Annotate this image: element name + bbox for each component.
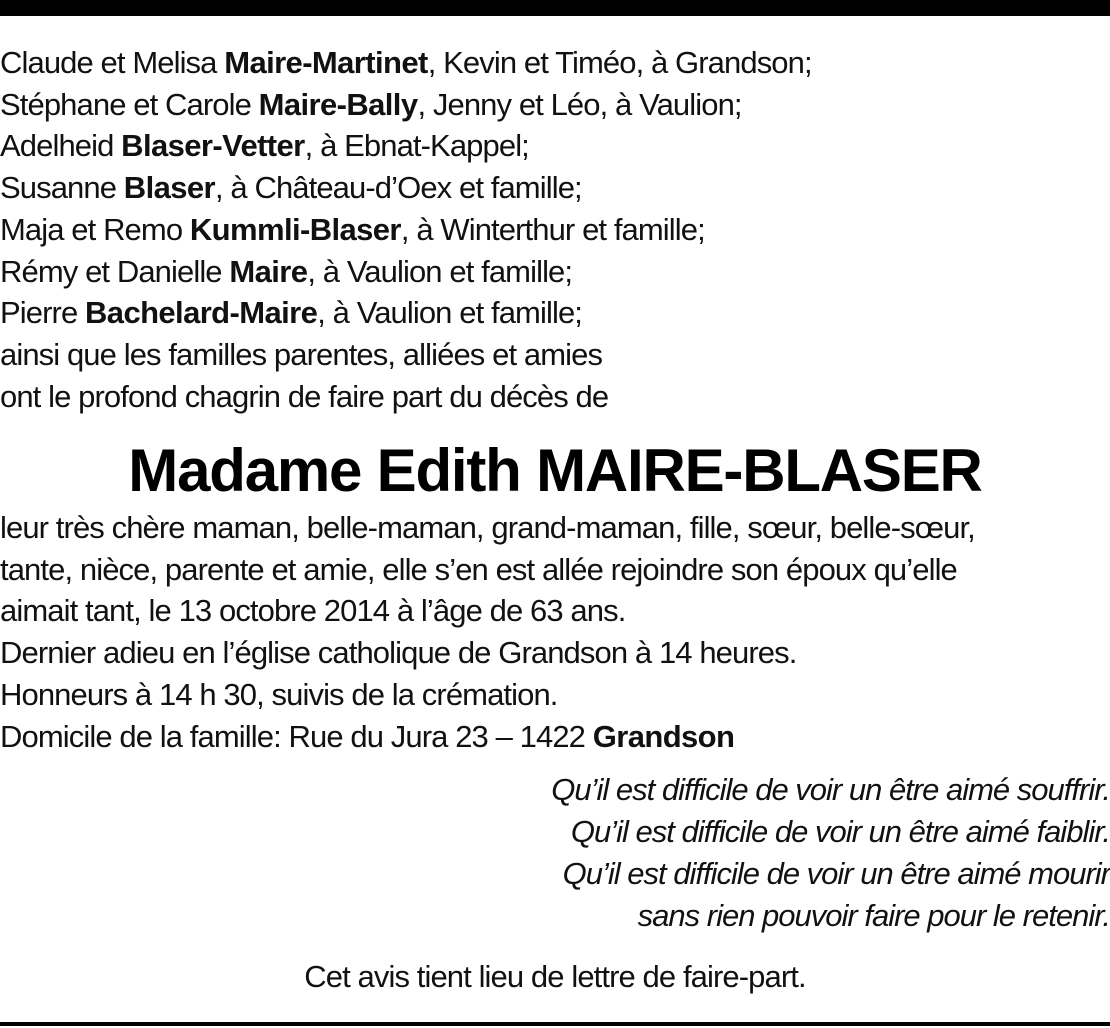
family-location: , à Château-d’Oex et famille;	[214, 170, 582, 206]
family-first-names: Susanne	[0, 170, 124, 206]
details-line: leur très chère maman, belle-maman, grand-maman, fille, sœur, belle-sœur,	[0, 510, 975, 545]
family-line	[0, 167, 1110, 209]
family-line	[0, 42, 1110, 84]
family-line	[0, 292, 1110, 334]
family-surname: Blaser	[123, 170, 215, 206]
family-line	[0, 84, 1110, 126]
family-list	[0, 42, 1110, 417]
family-line	[0, 251, 1110, 293]
details-line: aimait tant, le 13 octobre 2014 à l’âge de 63 ans.	[0, 593, 626, 629]
family-surname: Bachelard-Maire	[85, 295, 318, 331]
family-location: , à Vaulion et famille;	[317, 295, 582, 331]
family-line	[0, 125, 1110, 167]
details-line: tante, nièce, parente et amie, elle s’en est allée rejoindre son époux qu’elle	[0, 551, 957, 587]
family-surname: Maire-Bally	[258, 86, 418, 122]
family-surname: Maire	[229, 253, 308, 289]
details-line: Honneurs à 14 h 30, suivis de la crémation.	[0, 676, 558, 712]
family-first-names: Stéphane et Carole	[0, 86, 259, 122]
family-surname: Maire-Martinet	[224, 45, 428, 80]
family-first-names: Maja et Remo	[0, 211, 190, 247]
poem-line: Qu’il est difficile de voir un être aimé souffrir.	[551, 772, 1110, 807]
closing-note: Cet avis tient lieu de lettre de faire-part.	[304, 959, 806, 994]
poem	[0, 769, 1110, 937]
details-line: Dernier adieu en l’église catholique de Grandson à 14 heures.	[0, 635, 797, 671]
bottom-border-rule	[0, 1022, 1110, 1026]
address-text: Domicile de la famille: Rue du Jura 23 – 1422	[0, 718, 593, 754]
address-line	[0, 716, 1110, 758]
address-town: Grandson	[592, 718, 735, 754]
family-location: , Kevin et Timéo, à Grandson;	[427, 45, 812, 80]
poem-line: sans rien pouvoir faire pour le retenir.	[637, 898, 1110, 933]
family-first-names: Claude et Melisa	[0, 45, 225, 80]
intro-line: ainsi que les familles parentes, alliées et amies	[0, 336, 603, 372]
intro-line: ont le profond chagrin de faire part du décès de	[0, 378, 609, 414]
family-surname: Kummli-Blaser	[189, 211, 401, 247]
family-location: , Jenny et Léo, à Vaulion;	[417, 86, 742, 122]
family-first-names: Adelheid	[0, 128, 122, 164]
poem-line: Qu’il est difficile de voir un être aimé mourir	[562, 856, 1110, 891]
obituary-details	[0, 507, 1110, 757]
family-first-names: Pierre	[0, 295, 86, 331]
poem-line: Qu’il est difficile de voir un être aimé faiblir.	[570, 814, 1110, 849]
family-line	[0, 209, 1110, 251]
family-surname: Blaser-Vetter	[121, 128, 305, 164]
family-location: , à Vaulion et famille;	[307, 253, 573, 289]
family-first-names: Rémy et Danielle	[0, 253, 230, 289]
deceased-name-heading: Madame Edith MAIRE-BLASER	[128, 437, 982, 504]
family-location: , à Ebnat-Kappel;	[304, 128, 529, 164]
top-border-rule	[0, 0, 1110, 16]
family-location: , à Winterthur et famille;	[400, 211, 705, 247]
